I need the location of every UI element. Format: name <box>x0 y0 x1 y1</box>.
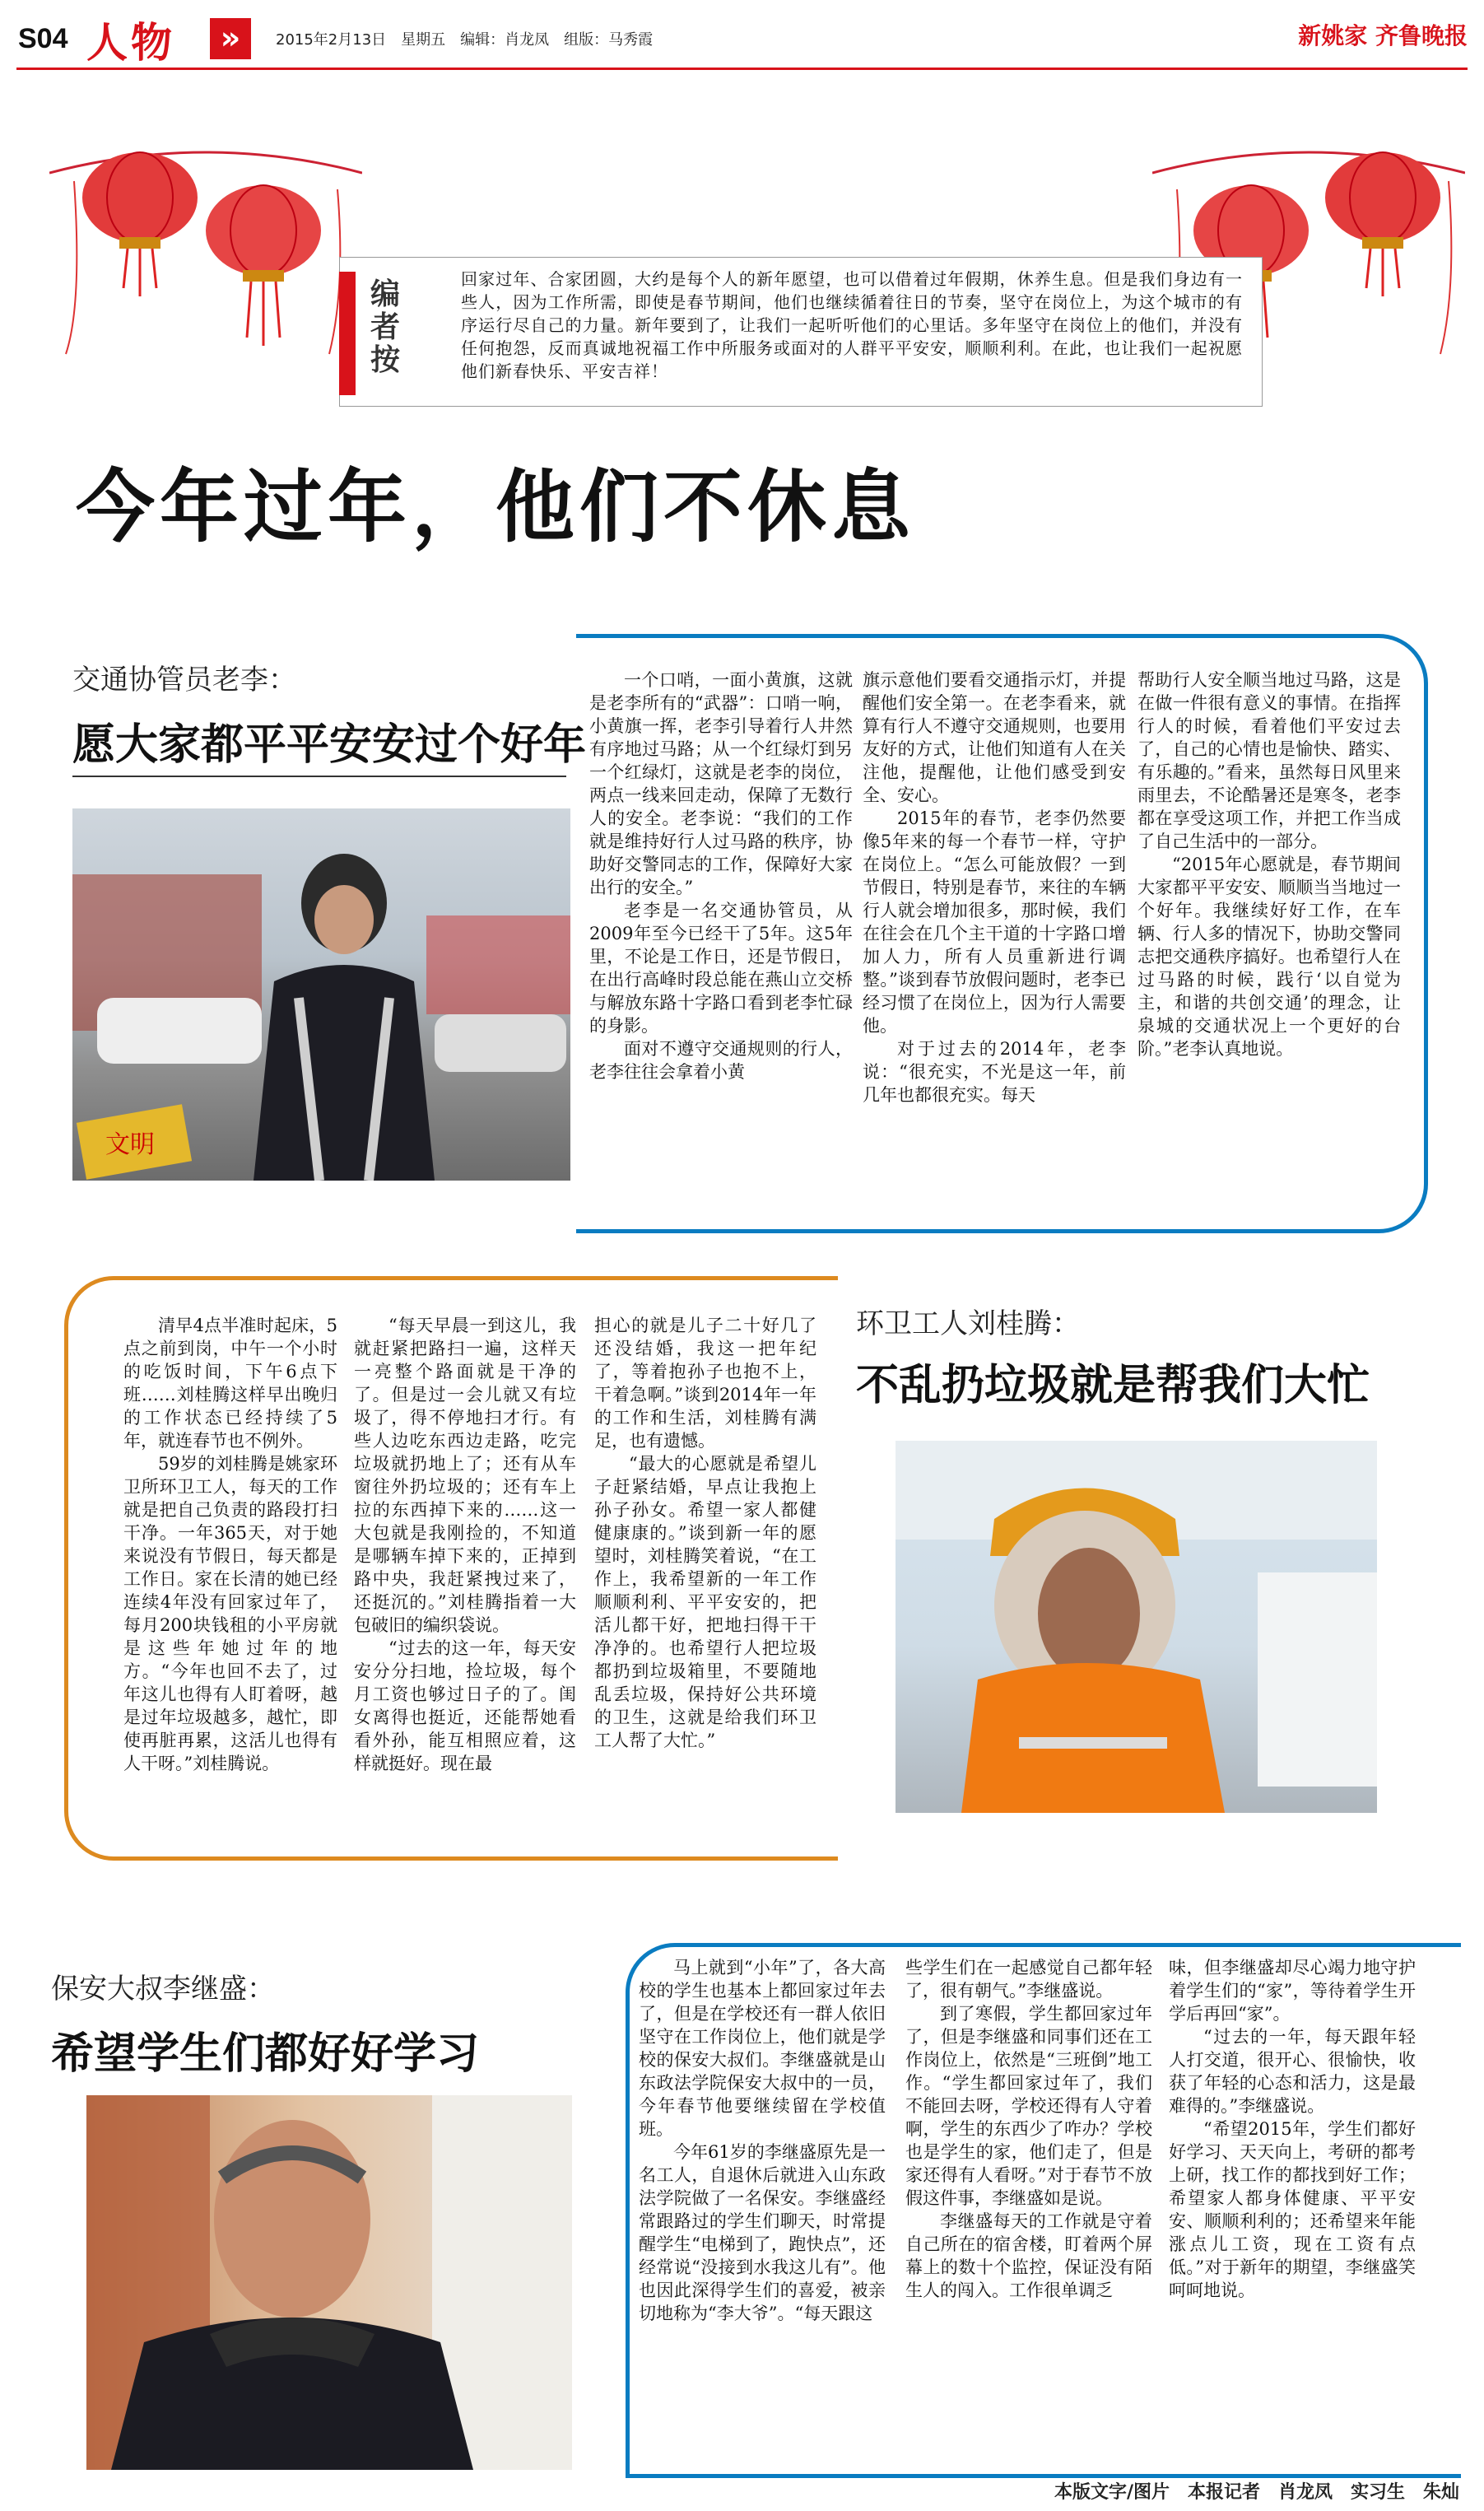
story2-column-1 <box>123 1314 337 1775</box>
photo-credit: 本版文字/图片 本报记者 肖龙凤 实习生 朱灿 <box>1054 2482 1459 2503</box>
story1-photo <box>72 808 570 1181</box>
story3-column-3 <box>1169 1956 1416 2302</box>
story3-photo <box>86 2095 572 2470</box>
paragraph: 59岁的刘桂腾是姚家环卫所环卫工人，每天的工作就是把自己负责的路段打扫干净。一年365天，对于她来说没有节假日，每天都是工作日。家在长清的她已经连续4年没有回家过年了，每月200块钱租的小平房就是这些年她过年的地方。“今年也回不去了，过年这儿也得有人盯着呀，越是过年垃圾越多，越忙，即使再脏再累，这活儿也得有人干呀。”刘桂腾说。 <box>123 1454 337 1773</box>
issue-meta: 2015年2月13日 星期五 编辑：肖龙凤 组版：马秀霞 <box>276 31 654 49</box>
paragraph: 老李是一名交通协管员，从2009年至今已经干了5年。这5年里，不论是工作日，还是节假日，在出行高峰时段总能在燕山立交桥与解放东路十字路口看到老李忙碌的身影。 <box>589 901 853 1036</box>
lantern-icon <box>1325 152 1440 296</box>
story2-column-3 <box>594 1314 816 1752</box>
story2-photo <box>896 1441 1377 1813</box>
story3-column-1 <box>639 1956 886 2325</box>
paragraph: “最大的心愿就是希望儿子赶紧结婚，早点让我抱上孙子孙女。希望一家人都健健康康的。”谈到新一年的愿望时，刘桂腾笑着说，“在工作上，我希望新的一年工作顺顺利利、平平安安的，把活儿都干好，把地扫得干干净净的。也希望行人把垃圾都扔到垃圾箱里，不要随地乱丢垃圾，保持好公共环境的卫生，这就是给我们环卫工人帮了大忙。” <box>594 1454 816 1750</box>
paragraph: 些学生们在一起感觉自己都年轻了，很有朝气。”李继盛说。 <box>905 1958 1152 2001</box>
paragraph: 今年61岁的李继盛原先是一名工人，自退休后就进入山东政法学院做了一名保安。李继盛经常跟路过的学生们聊天，时常提醒学生“电梯到了，跑快点”，还经常说“没接到水我这儿有”。他也因此深得学生们的喜爱，被亲切地称为“李大爷”。“每天跟这 <box>639 2142 886 2323</box>
story3-column-2 <box>905 1956 1152 2302</box>
editor-note-label: 编者按 <box>370 277 401 377</box>
paragraph: “每天早晨一到这儿，我就赶紧把路扫一遍，这样天一亮整个路面就是干净的了。但是过一会儿就又有垃圾了，得不停地扫才行。有些人边吃东西边走路，吃完垃圾就扔地上了；还有从车窗往外扔垃圾的；还有车上拉的东西掉下来的……这一大包就是我刚捡的，不知道是哪辆车掉下来的，正掉到路中央，我赶紧拽过来了，还挺沉的。”刘桂腾指着一大包破旧的编织袋说。 <box>354 1316 576 1635</box>
paragraph: 对于过去的2014年，老李说：“很充实，不光是这一年，前几年也都很充实。每天 <box>863 1039 1126 1105</box>
paragraph: “希望2015年，学生们都好好学习、天天向上，考研的都考上研，找工作的都找到好工作；希望家人都身体健康、平平安安、顺顺利利的；还希望来年能涨点儿工资，现在工资有点低。”对于新年的期望，李继盛笑呵呵地说。 <box>1169 2119 1416 2300</box>
page-number: S04 <box>18 23 68 54</box>
story2-title: 不乱扔垃圾就是帮我们大忙 <box>856 1361 1370 1410</box>
paragraph: 清早4点半准时起床，5点之前到岗，中午一个小时的吃饭时间，下午6点下班……刘桂腾这样早出晚归的工作状态已经持续了5年，就连春节也不例外。 <box>123 1316 337 1451</box>
paragraph: “过去的一年，每天跟年轻人打交道，很开心、很愉快，收获了年轻的心态和活力，这是最难得的。”李继盛说。 <box>1169 2027 1416 2116</box>
story1-column-3 <box>1137 669 1401 1060</box>
story1-title: 愿大家都平平安安过个好年 <box>72 720 587 770</box>
story1-title-rule <box>72 776 566 777</box>
paragraph: 李继盛每天的工作就是守着自己所在的宿舍楼，盯着两个屏幕上的数十个监控，保证没有陌生人的闯入。工作很单调乏 <box>905 2211 1152 2300</box>
lanterns-left-decoration <box>49 140 362 420</box>
story2-kicker: 环卫工人刘桂腾： <box>856 1307 1080 1340</box>
editor-note-bar <box>339 272 356 395</box>
paragraph: 旗示意他们要看交通指示灯，并提醒他们安全第一。在老李看来，就算有行人不遵守交通规则，也要用友好的方式，让他们知道有人在关注他，提醒他，让他们感受到安全、安心。 <box>863 670 1126 805</box>
story1-kicker: 交通协管员老李： <box>72 664 296 696</box>
paragraph: 面对不遵守交通规则的行人，老李往往会拿着小黄 <box>589 1039 853 1082</box>
header-divider <box>16 68 1468 70</box>
paragraph: 担心的就是儿子二十好几了还没结婚，我这一把年纪了，等着抱孙子也抱不上，干着急啊。”谈到2014年一年的工作和生活，刘桂腾有满足，也有遗憾。 <box>594 1316 816 1451</box>
story3-title: 希望学生们都好好学习 <box>51 2029 480 2079</box>
paragraph: “过去的这一年，每天安安分分扫地，捡垃圾，每个月工资也够过日子的了。闺女离得也挺近，还能帮她看看外孙，能互相照应着，这样就挺好。现在最 <box>354 1638 576 1773</box>
story3-kicker: 保安大叔李继盛： <box>51 1973 275 2006</box>
lantern-icon <box>206 185 321 346</box>
story2-column-2 <box>354 1314 576 1775</box>
paragraph: 味，但李继盛却尽心竭力地守护着学生们的“家”，等待着学生开学后再回“家”。 <box>1169 1958 1416 2024</box>
story1-column-2 <box>863 669 1126 1106</box>
paragraph: 马上就到“小年”了，各大高校的学生也基本上都回家过年去了，但是在学校还有一群人依旧坚守在工作岗位上，他们就是学校的保安大叔们。李继盛就是山东政法学院保安大叔中的一员，今年春节他要继续留在学校值班。 <box>639 1958 886 2139</box>
masthead-brand: 新姚家 齐鲁晚报 <box>1298 22 1468 49</box>
section-name: 人物 <box>86 19 175 67</box>
page-headline: 今年过年，他们不休息 <box>76 461 915 553</box>
paragraph: 到了寒假，学生都回家过年了，但是李继盛和同事们还在工作岗位上，依然是“三班倒”地工作。“学生都回家过年了，我们不能回去呀，学校还得有人守着啊，学生的东西少了咋办？学校也是学生的家，他们走了，但是家还得有人看呀。”对于春节不放假这件事，李继盛如是说。 <box>905 2004 1152 2208</box>
section-arrow-icon: » <box>210 18 251 59</box>
editor-note-text: 回家过年、合家团圆，大约是每个人的新年愿望，也可以借着过年假期，休养生息。但是我们身边有一些人，因为工作所需，即使是春节期间，他们也继续循着往日的节奏，坚守在岗位上，为这个城市的有序运行尽自己的力量。新年要到了，让我们一起听听他们的心里话。多年坚守在岗位上的他们，并没有任何抱怨，反而真诚地祝福工作中所服务或面对的人群平平安安，顺顺利利。在此，也让我们一起祝愿他们新春快乐、平安吉祥！ <box>461 269 1243 381</box>
paragraph: 帮助行人安全顺当地过马路，这是在做一件很有意义的事情。在指挥行人的时候，看着他们平安过去了，自己的心情也是愉快、踏实、有乐趣的。”看来，虽然每日风里来雨里去，不论酷暑还是寒冬，老李都在享受这项工作，并把工作当成了自己生活中的一部分。 <box>1137 670 1401 851</box>
lantern-icon <box>82 152 198 296</box>
story1-photo-sign: 文明 <box>105 1130 155 1159</box>
paragraph: 2015年的春节，老李仍然要像5年来的每一个春节一样，守护在岗位上。“怎么可能放假？一到节假日，特别是春节，来往的车辆行人就会增加很多，那时候，我们在往会在几个主干道的十字路口增加人力，所有人员重新进行调整。”谈到春节放假问题时，老李已经习惯了在岗位上，因为行人需要他。 <box>863 808 1126 1036</box>
story1-column-1 <box>589 669 853 1083</box>
paragraph: “2015年心愿就是，春节期间大家都平平安安、顺顺当当地过一个好年。我继续好好工作，在车辆、行人多的情况下，协助交警同志把交通秩序搞好。也希望行人在过马路的时候，践行‘以自觉为主，和谐的共创交通’的理念，让泉城的交通状况上一个更好的台阶。”老李认真地说。 <box>1137 855 1401 1059</box>
paragraph: 一个口哨，一面小黄旗，这就是老李所有的“武器”：口哨一响，小黄旗一挥，老李引导着行人井然有序地过马路；从一个红绿灯到另一个红绿灯，这就是老李的岗位，两点一线来回走动，保障了无数行人的安全。老李说：“我们的工作就是维持好行人过马路的秩序，协助好交警同志的工作，保障好大家出行的安全。” <box>589 670 853 897</box>
